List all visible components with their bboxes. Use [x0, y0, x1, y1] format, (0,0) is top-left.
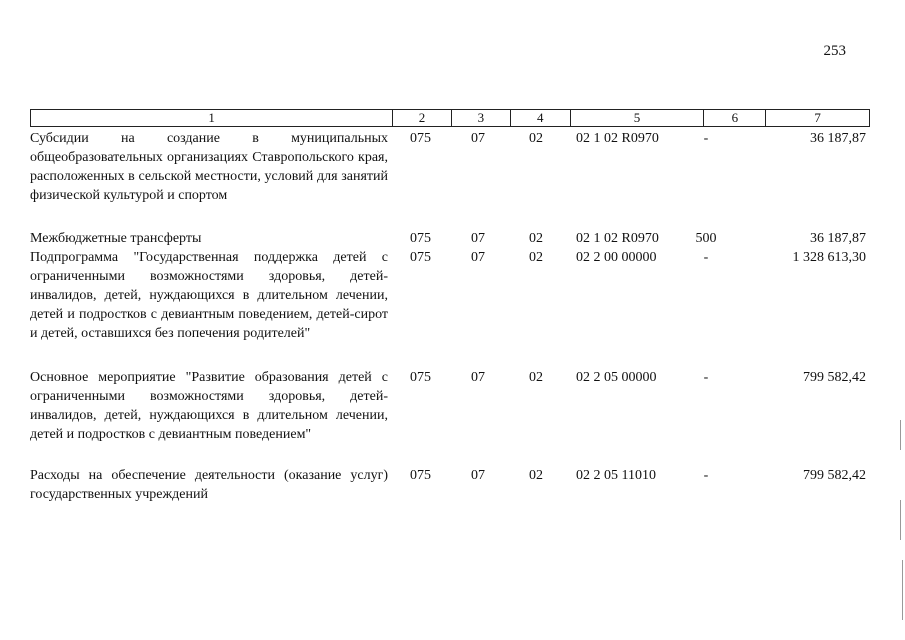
- page-number: 253: [823, 43, 846, 59]
- row-amount: 1 328 613,30: [792, 250, 866, 265]
- row-code-6: -: [703, 250, 709, 265]
- row-amount: 799 582,42: [803, 370, 866, 385]
- table-row: [30, 229, 870, 248]
- row-name: Основное мероприятие "Развитие образования детей с ограниченными возможностями здоровья, детей-инвалидов, детей, нуждающихся в длительном лечении, детей и подростков с девиантным поведением": [30, 370, 388, 442]
- scan-mark: [900, 500, 901, 540]
- column-header-7: 7: [765, 110, 869, 126]
- table-header-row: [30, 109, 870, 127]
- row-code-2: 075: [410, 468, 431, 483]
- row-code-5: 02 2 05 00000: [576, 370, 657, 385]
- row-code-6: -: [703, 131, 709, 146]
- table-row: [30, 466, 870, 504]
- row-code-3: 07: [471, 231, 485, 246]
- row-code-3: 07: [471, 131, 485, 146]
- row-name: Расходы на обеспечение деятельности (оказание услуг) государственных учреждений: [30, 468, 388, 502]
- row-code-6: 500: [695, 231, 717, 246]
- row-code-6: -: [703, 370, 709, 385]
- column-header-2: 2: [392, 110, 451, 126]
- column-header-1: 1: [208, 110, 215, 125]
- row-code-3: 07: [471, 370, 485, 385]
- row-code-5: 02 2 05 11010: [576, 468, 656, 483]
- row-amount: 799 582,42: [803, 468, 866, 483]
- row-code-4: 02: [529, 370, 543, 385]
- row-code-5: 02 1 02 R0970: [576, 131, 659, 146]
- scan-mark: [902, 560, 903, 620]
- row-name: Межбюджетные трансферты: [30, 231, 202, 246]
- row-code-5: 02 1 02 R0970: [576, 231, 659, 246]
- row-name: Субсидии на создание в муниципальных общеобразовательных организациях Ставропольского края, расположенных в сельской местности, условий для занятий физической культурой и спортом: [30, 131, 388, 203]
- row-code-4: 02: [529, 231, 543, 246]
- table-row: [30, 248, 870, 343]
- row-code-4: 02: [529, 468, 543, 483]
- row-amount: 36 187,87: [810, 131, 866, 146]
- row-code-3: 07: [471, 468, 485, 483]
- row-code-4: 02: [529, 131, 543, 146]
- row-code-4: 02: [529, 250, 543, 265]
- table-row: [30, 368, 870, 444]
- row-code-2: 075: [410, 370, 431, 385]
- column-header-6: 6: [703, 110, 765, 126]
- column-header-5: 5: [570, 110, 704, 126]
- scan-mark: [900, 420, 901, 450]
- row-amount: 36 187,87: [810, 231, 866, 246]
- row-code-5: 02 2 00 00000: [576, 250, 657, 265]
- column-header-3: 3: [451, 110, 510, 126]
- row-code-2: 075: [410, 231, 431, 246]
- table-row: [30, 129, 870, 205]
- row-code-2: 075: [410, 250, 431, 265]
- row-code-6: -: [703, 468, 709, 483]
- column-header-4: 4: [510, 110, 570, 126]
- row-code-2: 075: [410, 131, 431, 146]
- row-code-3: 07: [471, 250, 485, 265]
- row-name: Подпрограмма "Государственная поддержка детей с ограниченными возможностями здоровья, детей-инвалидов, детей, нуждающихся в длительном лечении, детей и подростков с девиантным поведением, детей-сирот и детей, оставшихся без попечения родителей": [30, 250, 388, 341]
